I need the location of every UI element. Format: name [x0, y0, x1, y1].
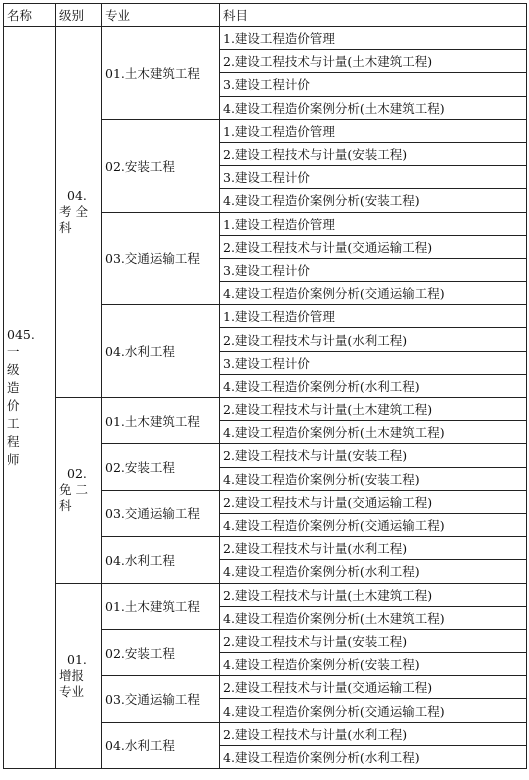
major-cell: 02.安装工程 — [102, 444, 220, 490]
table-body — [4, 27, 527, 769]
subject-cell: 2.建设工程技术与计量(安装工程) — [220, 444, 527, 467]
qualification-name-char: 程 — [7, 434, 20, 449]
header-subject: 科目 — [220, 4, 527, 27]
major-cell: 01.土木建筑工程 — [102, 398, 220, 444]
subject-cell: 4.建设工程造价案例分析(土木建筑工程) — [220, 606, 527, 629]
subject-cell: 2.建设工程技术与计量(土木建筑工程) — [220, 583, 527, 606]
subject-cell: 3.建设工程计价 — [220, 166, 527, 189]
level-label: 考 全 科 — [59, 204, 88, 235]
subject-cell: 4.建设工程造价案例分析(水利工程) — [220, 745, 527, 768]
subject-cell: 2.建设工程技术与计量(交通运输工程) — [220, 490, 527, 513]
qualification-name-char: 一 — [7, 344, 20, 359]
subject-cell: 4.建设工程造价案例分析(交通运输工程) — [220, 513, 527, 536]
major-cell: 03.交通运输工程 — [102, 676, 220, 722]
qualification-name-char: 工 — [7, 416, 20, 431]
subject-cell: 4.建设工程造价案例分析(水利工程) — [220, 560, 527, 583]
subject-cell: 4.建设工程造价案例分析(土木建筑工程) — [220, 96, 527, 119]
qualification-name-char: 级 — [7, 362, 20, 377]
subject-cell: 1.建设工程造价管理 — [220, 27, 527, 50]
qualification-code: 045. — [7, 327, 35, 342]
level-code: 04. — [67, 188, 87, 203]
subject-cell: 2.建设工程技术与计量(土木建筑工程) — [220, 50, 527, 73]
subject-cell: 4.建设工程造价案例分析(安装工程) — [220, 653, 527, 676]
level-label: 免 二 科 — [59, 482, 88, 514]
subject-cell: 2.建设工程技术与计量(水利工程) — [220, 328, 527, 351]
subject-cell: 1.建设工程造价管理 — [220, 212, 527, 235]
major-cell: 03.交通运输工程 — [102, 212, 220, 305]
major-cell: 02.安装工程 — [102, 629, 220, 675]
subject-cell: 2.建设工程技术与计量(土木建筑工程) — [220, 398, 527, 421]
major-cell: 04.水利工程 — [102, 537, 220, 583]
subject-cell: 3.建设工程计价 — [220, 258, 527, 281]
subject-cell: 2.建设工程技术与计量(安装工程) — [220, 142, 527, 165]
subject-cell: 3.建设工程计价 — [220, 73, 527, 96]
exam-subject-table — [3, 3, 527, 769]
subject-cell: 4.建设工程造价案例分析(安装工程) — [220, 467, 527, 490]
subject-cell: 1.建设工程造价管理 — [220, 305, 527, 328]
header-major: 专业 — [102, 4, 220, 27]
table-row — [4, 583, 527, 606]
level-code: 02. — [67, 466, 87, 482]
subject-cell: 2.建设工程技术与计量(交通运输工程) — [220, 235, 527, 258]
subject-cell: 2.建设工程技术与计量(安装工程) — [220, 629, 527, 652]
header-level: 级别 — [56, 4, 102, 27]
table-row — [4, 27, 527, 50]
subject-cell: 2.建设工程技术与计量(水利工程) — [220, 722, 527, 745]
level-code: 01. — [67, 651, 87, 667]
subject-cell: 2.建设工程技术与计量(交通运输工程) — [220, 676, 527, 699]
level-cell — [56, 583, 102, 769]
major-cell: 04.水利工程 — [102, 722, 220, 768]
qualification-name-char: 价 — [7, 398, 20, 413]
subject-cell: 1.建设工程造价管理 — [220, 119, 527, 142]
level-cell — [56, 398, 102, 584]
subject-cell: 4.建设工程造价案例分析(交通运输工程) — [220, 282, 527, 305]
subject-cell: 4.建设工程造价案例分析(土木建筑工程) — [220, 421, 527, 444]
major-cell: 01.土木建筑工程 — [102, 27, 220, 120]
qualification-name-char: 造 — [7, 380, 20, 395]
subject-cell: 3.建设工程计价 — [220, 351, 527, 374]
qualification-name-cell — [4, 27, 56, 769]
subject-cell: 2.建设工程技术与计量(水利工程) — [220, 537, 527, 560]
subject-cell: 4.建设工程造价案例分析(安装工程) — [220, 189, 527, 212]
subject-cell: 4.建设工程造价案例分析(水利工程) — [220, 374, 527, 397]
level-cell — [56, 27, 102, 398]
major-cell: 04.水利工程 — [102, 305, 220, 398]
subject-cell: 4.建设工程造价案例分析(交通运输工程) — [220, 699, 527, 722]
level-label: 增报专业 — [59, 667, 85, 699]
qualification-name-char: 师 — [7, 452, 20, 467]
table-row — [4, 398, 527, 421]
major-cell: 02.安装工程 — [102, 119, 220, 212]
major-cell: 01.土木建筑工程 — [102, 583, 220, 629]
header-row — [4, 4, 527, 27]
major-cell: 03.交通运输工程 — [102, 490, 220, 536]
header-name: 名称 — [4, 4, 56, 27]
